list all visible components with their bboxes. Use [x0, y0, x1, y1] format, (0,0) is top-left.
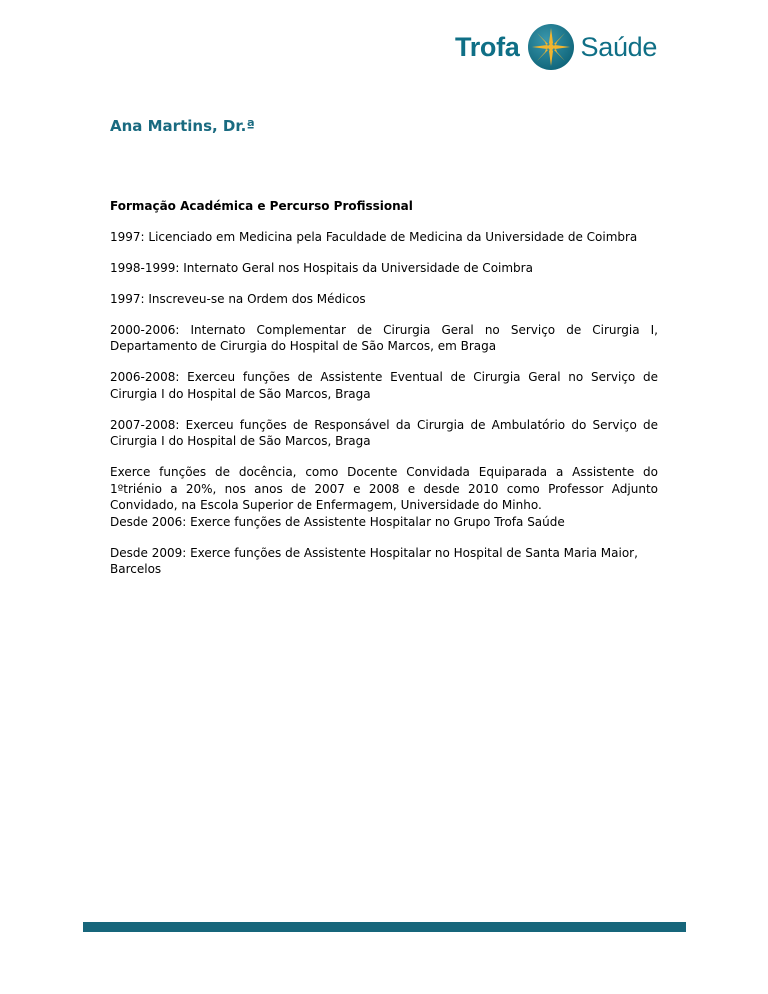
doctor-name-title: Ana Martins, Dr.ª — [110, 117, 255, 135]
section-heading: Formação Académica e Percurso Profissional — [110, 199, 413, 213]
footer-bar — [83, 922, 686, 932]
cv-entry: 2006-2008: Exerceu funções de Assistente Eventual de Cirurgia Geral no Serviço de Cirurgia I do Hospital de São Marcos, Braga — [110, 370, 658, 401]
cv-entry-teaching — [110, 464, 658, 530]
cv-entry: 2000-2006: Internato Complementar de Cirurgia Geral no Serviço de Cirurgia I, Departamento de Cirurgia do Hospital de São Marcos, em Braga — [110, 322, 658, 353]
cv-entry: 1997: Licenciado em Medicina pela Faculdade de Medicina da Universidade de Coimbra — [110, 229, 638, 244]
cv-entry: 1998-1999: Internato Geral nos Hospitais da Universidade de Coimbra — [110, 260, 533, 275]
logo-word-trofa: Trofa — [455, 31, 520, 62]
cv-entry: Desde 2009: Exerce funções de Assistente Hospitalar no Hospital de Santa Maria Maior, Barcelos — [110, 545, 638, 576]
cv-body — [110, 198, 658, 592]
star-burst-icon — [527, 23, 575, 71]
cv-entry: 1997: Inscreveu-se na Ordem dos Médicos — [110, 291, 366, 306]
cv-entry: 2007-2008: Exerceu funções de Responsável da Cirurgia de Ambulatório do Serviço de Cirurgia I do Hospital de São Marcos, Braga — [110, 417, 658, 448]
trofa-saude-logo — [455, 22, 670, 72]
cv-entry-teaching-text: Exerce funções de docência, como Docente Convidada Equiparada a Assistente do 1ºtriénio a 20%, nos anos de 2007 e 2008 e desde 2010 como Professor Adjunto Convidado, na Escola Superior de Enfermagem, Universidade do Minho. — [110, 465, 658, 512]
logo-word-saude: Saúde — [580, 31, 658, 62]
cv-entry-trofa: Desde 2006: Exerce funções de Assistente Hospitalar no Grupo Trofa Saúde — [110, 514, 565, 529]
